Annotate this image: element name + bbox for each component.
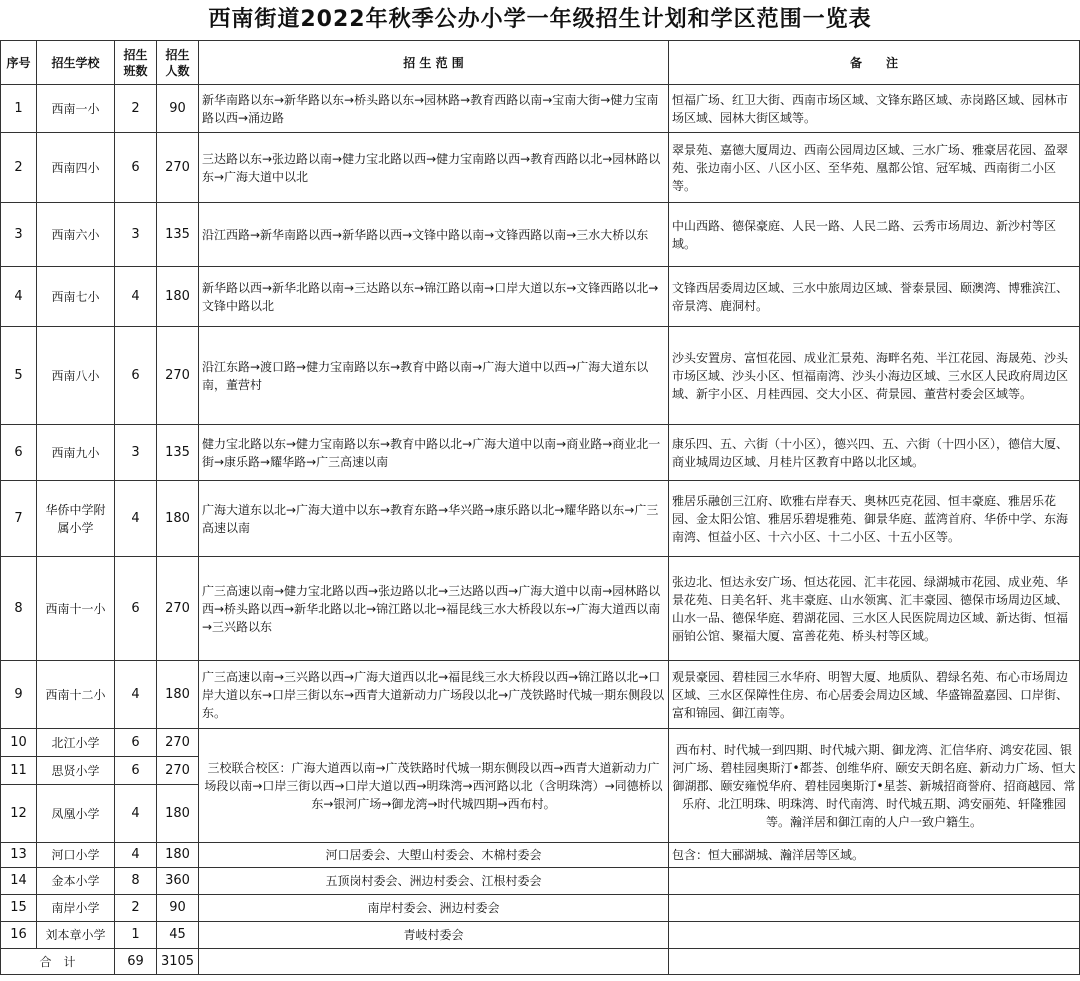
row-students: 90 bbox=[157, 85, 199, 133]
row-no: 16 bbox=[1, 922, 37, 949]
row-no: 11 bbox=[1, 757, 37, 785]
row-classes: 3 bbox=[115, 425, 157, 481]
row-classes: 4 bbox=[115, 843, 157, 868]
row-range: 新华路以西→新华北路以南→三达路以东→锦江路以南→口岸大道以东→文锋西路以北→文锋中路以北 bbox=[199, 267, 669, 327]
row-students: 270 bbox=[157, 557, 199, 661]
row-students: 180 bbox=[157, 481, 199, 557]
header-row bbox=[1, 41, 1080, 85]
row-classes: 6 bbox=[115, 133, 157, 203]
row-no: 3 bbox=[1, 203, 37, 267]
header-range: 招 生 范 围 bbox=[199, 41, 669, 85]
row-school: 南岸小学 bbox=[37, 895, 115, 922]
table-row bbox=[1, 729, 1080, 757]
header-school: 招生学校 bbox=[37, 41, 115, 85]
row-no: 1 bbox=[1, 85, 37, 133]
row-classes: 4 bbox=[115, 267, 157, 327]
merged-range: 三校联合校区：广海大道西以南→广茂铁路时代城一期东侧段以西→西青大道新动力广场段以南→口岸三街以西→口岸大道以西→明珠湾→西河路以北（含明珠湾）→同德桥以东→银河广场→御龙湾→时代城四期→西布村。 bbox=[199, 729, 669, 843]
row-classes: 4 bbox=[115, 785, 157, 843]
row-note: 翠景苑、嘉德大厦周边、西南公园周边区域、三水广场、雅豪居花园、盈翠苑、张边南小区、八区小区、至华苑、凰都公馆、冠军城、西南街二小区等。 bbox=[669, 133, 1080, 203]
merged-note: 西布村、时代城一到四期、时代城六期、御龙湾、汇信华府、鸿安花园、银河广场、碧桂园奥斯汀•都荟、创维华府、颐安天朗名庭、新动力广场、恒大御湖郡、颐安雍悦华府、碧桂园奥斯汀•星荟、新城招商誉府、招商越园、常乐府、北江明珠、明珠湾、时代南湾、时代城五期、鸿安丽苑、轩隆雅园等。瀚洋居和御江南的人户一致户籍生。 bbox=[669, 729, 1080, 843]
row-classes: 6 bbox=[115, 729, 157, 757]
row-range: 河口居委会、大塱山村委会、木棉村委会 bbox=[199, 843, 669, 868]
total-range-empty bbox=[199, 949, 669, 975]
row-classes: 2 bbox=[115, 895, 157, 922]
row-students: 270 bbox=[157, 757, 199, 785]
row-no: 12 bbox=[1, 785, 37, 843]
row-classes: 4 bbox=[115, 661, 157, 729]
table-row bbox=[1, 425, 1080, 481]
row-no: 15 bbox=[1, 895, 37, 922]
row-note bbox=[669, 895, 1080, 922]
row-students: 180 bbox=[157, 661, 199, 729]
row-school: 金本小学 bbox=[37, 868, 115, 895]
table-row bbox=[1, 133, 1080, 203]
row-students: 135 bbox=[157, 425, 199, 481]
row-students: 270 bbox=[157, 133, 199, 203]
row-range: 广三高速以南→三兴路以西→广海大道西以北→福昆线三水大桥段以西→锦江路以北→口岸大道以东→口岸三街以东→西青大道新动力广场段以北→广茂铁路时代城一期东侧段以东。 bbox=[199, 661, 669, 729]
header-no: 序号 bbox=[1, 41, 37, 85]
row-classes: 6 bbox=[115, 757, 157, 785]
row-students: 180 bbox=[157, 267, 199, 327]
row-no: 14 bbox=[1, 868, 37, 895]
row-school: 河口小学 bbox=[37, 843, 115, 868]
row-no: 6 bbox=[1, 425, 37, 481]
row-note: 恒福广场、红卫大街、西南市场区域、文锋东路区域、赤岗路区域、园林市场区域、园林大街区域等。 bbox=[669, 85, 1080, 133]
row-no: 9 bbox=[1, 661, 37, 729]
row-classes: 3 bbox=[115, 203, 157, 267]
header-classes: 招生班数 bbox=[115, 41, 157, 85]
table-row bbox=[1, 327, 1080, 425]
row-note: 雅居乐融创三江府、欧雅右岸春天、奥林匹克花园、恒丰豪庭、雅居乐花园、金太阳公馆、雅居乐碧堤雅苑、御景华庭、蓝湾首府、华侨中学、东海南湾、恒益小区、十六小区、十二小区、十五小区等。 bbox=[669, 481, 1080, 557]
row-no: 7 bbox=[1, 481, 37, 557]
row-note: 张边北、恒达永安广场、恒达花园、汇丰花园、绿湖城市花园、成业苑、华景花苑、日美名轩、兆丰豪庭、山水领寓、汇丰豪园、德保市场周边区域、山水一品、德保华庭、碧湖花园、三水区人民医院周边区域、新达街、恒福丽铂公馆、聚福大厦、富善花苑、桥头村等区域。 bbox=[669, 557, 1080, 661]
row-school: 西南七小 bbox=[37, 267, 115, 327]
row-students: 180 bbox=[157, 785, 199, 843]
row-range: 五顶岗村委会、洲边村委会、江根村委会 bbox=[199, 868, 669, 895]
row-school: 思贤小学 bbox=[37, 757, 115, 785]
page-title: 西南街道2022年秋季公办小学一年级招生计划和学区范围一览表 bbox=[208, 7, 872, 32]
row-range: 南岸村委会、洲边村委会 bbox=[199, 895, 669, 922]
table-row bbox=[1, 843, 1080, 868]
row-note bbox=[669, 922, 1080, 949]
row-classes: 6 bbox=[115, 557, 157, 661]
row-range: 新华南路以东→新华路以东→桥头路以东→园林路→教育西路以南→宝南大街→健力宝南路以西→涌边路 bbox=[199, 85, 669, 133]
row-school: 西南六小 bbox=[37, 203, 115, 267]
row-note: 文锋西居委周边区域、三水中旅周边区域、誉泰景园、颐澳湾、博雅滨江、帝景湾、鹿洞村。 bbox=[669, 267, 1080, 327]
row-school: 华侨中学附属小学 bbox=[37, 481, 115, 557]
total-classes: 69 bbox=[115, 949, 157, 975]
row-classes: 1 bbox=[115, 922, 157, 949]
row-note: 沙头安置房、富恒花园、成业汇景苑、海畔名苑、半江花园、海晟苑、沙头市场区域、沙头小区、恒福南湾、沙头小海边区域、三水区人民政府周边区域、新宇小区、月桂西园、交大小区、荷景园、董营村委会区域等。 bbox=[669, 327, 1080, 425]
table-row bbox=[1, 203, 1080, 267]
row-note: 中山西路、德保豪庭、人民一路、人民二路、云秀市场周边、新沙村等区域。 bbox=[669, 203, 1080, 267]
total-note-empty bbox=[669, 949, 1080, 975]
table-row bbox=[1, 85, 1080, 133]
table-row bbox=[1, 557, 1080, 661]
row-classes: 4 bbox=[115, 481, 157, 557]
row-school: 西南八小 bbox=[37, 327, 115, 425]
row-classes: 8 bbox=[115, 868, 157, 895]
row-note: 包含：恒大郦湖城、瀚洋居等区域。 bbox=[669, 843, 1080, 868]
row-range: 青岐村委会 bbox=[199, 922, 669, 949]
row-school: 刘本章小学 bbox=[37, 922, 115, 949]
row-school: 西南十一小 bbox=[37, 557, 115, 661]
row-classes: 6 bbox=[115, 327, 157, 425]
row-range: 三达路以东→张边路以南→健力宝北路以西→健力宝南路以西→教育西路以北→园林路以东→广海大道中以北 bbox=[199, 133, 669, 203]
row-no: 5 bbox=[1, 327, 37, 425]
table-row bbox=[1, 481, 1080, 557]
total-label: 合 计 bbox=[1, 949, 115, 975]
row-school: 西南九小 bbox=[37, 425, 115, 481]
row-students: 135 bbox=[157, 203, 199, 267]
row-no: 2 bbox=[1, 133, 37, 203]
table-row bbox=[1, 267, 1080, 327]
row-school: 凤凰小学 bbox=[37, 785, 115, 843]
table-row bbox=[1, 922, 1080, 949]
table-row bbox=[1, 868, 1080, 895]
row-school: 西南四小 bbox=[37, 133, 115, 203]
row-range: 广三高速以南→健力宝北路以西→张边路以北→三达路以西→广海大道中以南→园林路以西→桥头路以西→新华北路以北→锦江路以北→福昆线三水大桥段以东→广海大道西以南→三兴路以东 bbox=[199, 557, 669, 661]
row-students: 270 bbox=[157, 729, 199, 757]
row-range: 健力宝北路以东→健力宝南路以东→教育中路以北→广海大道中以南→商业路→商业北一街→康乐路→耀华路→广三高速以南 bbox=[199, 425, 669, 481]
row-no: 8 bbox=[1, 557, 37, 661]
row-students: 45 bbox=[157, 922, 199, 949]
row-students: 180 bbox=[157, 843, 199, 868]
row-no: 4 bbox=[1, 267, 37, 327]
table-row bbox=[1, 895, 1080, 922]
row-school: 北江小学 bbox=[37, 729, 115, 757]
row-note: 观景豪园、碧桂园三水华府、明智大厦、地质队、碧绿名苑、布心市场周边区域、三水区保障性住房、布心居委会周边区域、华盛锦盈嘉园、口岸街、富和锦园、御江南等。 bbox=[669, 661, 1080, 729]
row-students: 270 bbox=[157, 327, 199, 425]
row-school: 西南一小 bbox=[37, 85, 115, 133]
header-students: 招生人数 bbox=[157, 41, 199, 85]
row-note: 康乐四、五、六街（十小区），德兴四、五、六街（十四小区），德信大厦、商业城周边区域、月桂片区教育中路以北区域。 bbox=[669, 425, 1080, 481]
row-students: 360 bbox=[157, 868, 199, 895]
row-range: 沿江西路→新华南路以西→新华路以西→文锋中路以南→文锋西路以南→三水大桥以东 bbox=[199, 203, 669, 267]
total-row bbox=[1, 949, 1080, 975]
row-school: 西南十二小 bbox=[37, 661, 115, 729]
row-classes: 2 bbox=[115, 85, 157, 133]
table-row bbox=[1, 661, 1080, 729]
row-no: 10 bbox=[1, 729, 37, 757]
row-range: 沿江东路→渡口路→健力宝南路以东→教育中路以南→广海大道中以西→广海大道东以南，董营村 bbox=[199, 327, 669, 425]
enrollment-table bbox=[0, 40, 1080, 975]
row-range: 广海大道东以北→广海大道中以东→教育东路→华兴路→康乐路以北→耀华路以东→广三高速以南 bbox=[199, 481, 669, 557]
total-students: 3105 bbox=[157, 949, 199, 975]
row-students: 90 bbox=[157, 895, 199, 922]
row-note bbox=[669, 868, 1080, 895]
row-no: 13 bbox=[1, 843, 37, 868]
header-note: 备 注 bbox=[669, 41, 1080, 85]
